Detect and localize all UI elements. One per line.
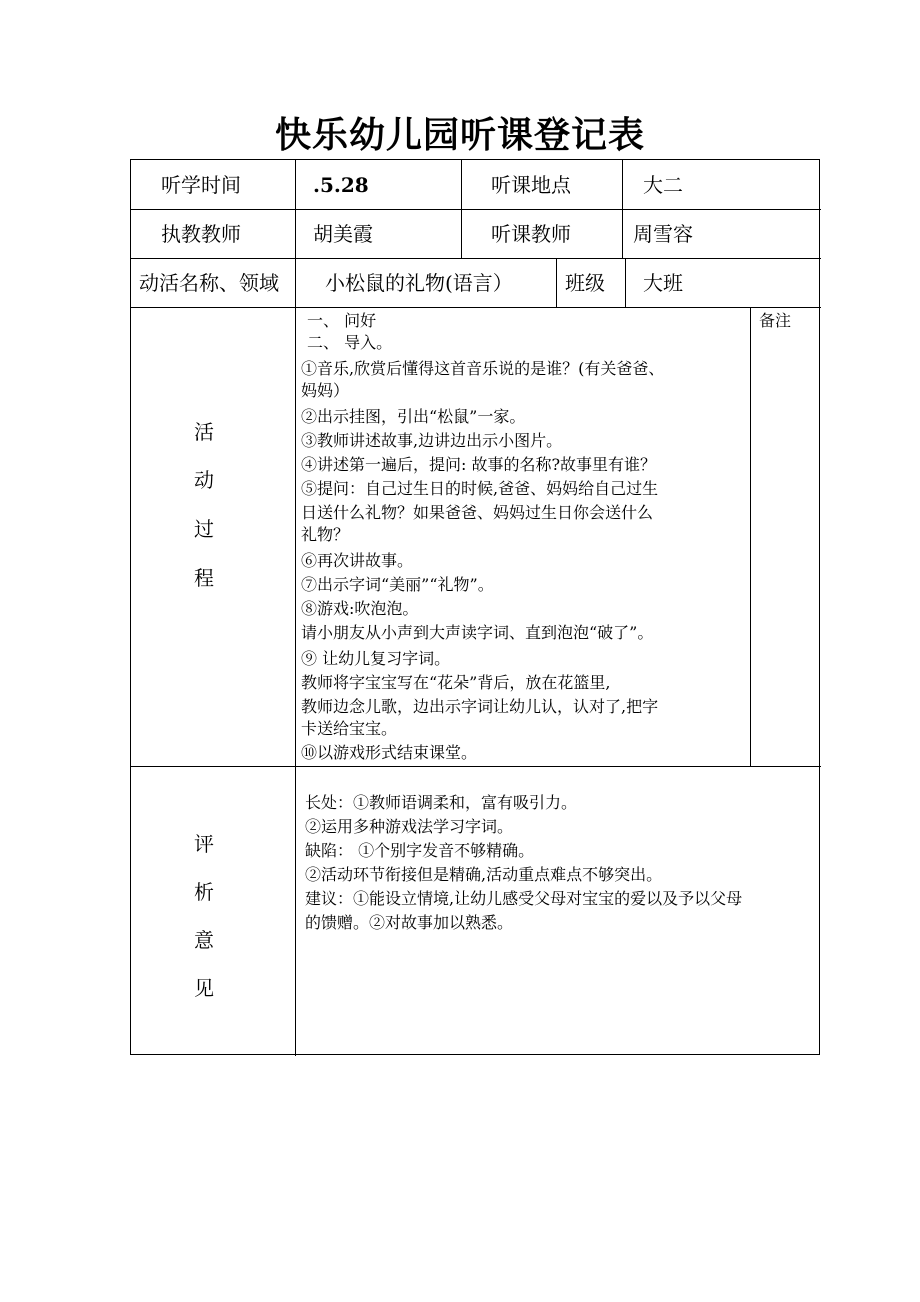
column-divider bbox=[625, 258, 626, 307]
column-divider bbox=[295, 258, 296, 307]
evaluation-line: 长处：①教师语调柔和，富有吸引力。 bbox=[305, 793, 578, 812]
class-value: 大班 bbox=[643, 271, 683, 295]
process-line: ②出示挂图，引出“松鼠”一家。 bbox=[301, 407, 526, 426]
column-divider bbox=[622, 160, 623, 258]
teacher-label: 执教教师 bbox=[161, 222, 241, 246]
observer-label: 听课教师 bbox=[491, 222, 571, 246]
class-label: 班级 bbox=[565, 271, 605, 295]
process-line: 卡送给宝宝。 bbox=[301, 719, 398, 738]
process-line: ⑧游戏:吹泡泡。 bbox=[301, 599, 419, 618]
row-divider bbox=[131, 258, 821, 259]
column-divider bbox=[461, 160, 462, 258]
activity-value: 小松鼠的礼物(语言） bbox=[325, 271, 513, 295]
process-line: ④讲述第一遍后，提问: 故事的名称?故事里有谁？ bbox=[301, 455, 657, 474]
process-line: ⑨ 让幼儿复习字词。 bbox=[301, 649, 451, 668]
process-line: ⑤提问：自己过生日的时候,爸爸、妈妈给自己过生 bbox=[301, 479, 659, 498]
row-divider bbox=[131, 209, 821, 210]
process-line: ③教师讲述故事,边讲边出示小图片。 bbox=[301, 431, 563, 450]
column-divider bbox=[750, 307, 751, 766]
teacher-value: 胡美霞 bbox=[313, 222, 373, 246]
evaluation-line: 缺陷： ①个别字发音不够精确。 bbox=[305, 841, 535, 860]
time-value: .5.28 bbox=[313, 173, 369, 197]
process-label-char: 活 bbox=[194, 420, 214, 444]
process-line: ①音乐,欣赏后懂得这首音乐说的是谁？(有关爸爸、 bbox=[301, 359, 665, 378]
remark-label: 备注 bbox=[759, 311, 792, 330]
page-title: 快乐幼儿园听课登记表 bbox=[274, 115, 645, 156]
registration-table bbox=[130, 159, 820, 1055]
process-line: ⑩以游戏形式结束课堂。 bbox=[301, 743, 478, 762]
process-line: 教师边念儿歌，边出示字词让幼儿认，认对了,把字 bbox=[301, 697, 659, 716]
process-line: 请小朋友从小声到大声读字词、直到泡泡“破了”。 bbox=[301, 623, 654, 642]
process-line: 妈妈） bbox=[301, 381, 350, 400]
observer-value: 周雪容 bbox=[633, 222, 693, 246]
evaluation-label-char: 析 bbox=[194, 880, 214, 904]
process-line: 日送什么礼物？如果爸爸、妈妈过生日你会送什么 bbox=[301, 503, 654, 522]
process-line: 教师将字宝宝写在“花朵”背后，放在花篮里, bbox=[301, 673, 611, 692]
activity-label: 动活名称、领域 bbox=[139, 271, 279, 295]
process-line: ⑦出示字词“美丽”“礼物”。 bbox=[301, 575, 494, 594]
column-divider bbox=[295, 307, 296, 1056]
location-label: 听课地点 bbox=[491, 173, 571, 197]
row-divider bbox=[131, 307, 821, 308]
process-label-char: 动 bbox=[194, 468, 214, 492]
time-label: 听学时间 bbox=[161, 173, 241, 197]
row-divider bbox=[131, 766, 821, 767]
process-line: 一、 问好 bbox=[307, 311, 377, 330]
evaluation-label-char: 意 bbox=[194, 928, 214, 952]
evaluation-line: ②活动环节衔接但是精确,活动重点难点不够突出。 bbox=[305, 865, 663, 884]
evaluation-line: ②运用多种游戏法学习字词。 bbox=[305, 817, 514, 836]
evaluation-label-char: 评 bbox=[194, 832, 214, 856]
column-divider bbox=[556, 258, 557, 307]
process-label-char: 过 bbox=[194, 517, 214, 541]
process-line: 礼物？ bbox=[301, 525, 350, 544]
evaluation-label-char: 见 bbox=[194, 976, 214, 1000]
evaluation-line: 建议：①能设立情境,让幼儿感受父母对宝宝的爱以及予以父母 bbox=[305, 889, 743, 908]
process-line: 二、 导入。 bbox=[307, 333, 393, 352]
location-value: 大二 bbox=[643, 173, 683, 197]
evaluation-line: 的馈赠。②对故事加以熟悉。 bbox=[305, 913, 514, 932]
process-label-char: 程 bbox=[194, 566, 214, 590]
column-divider bbox=[295, 160, 296, 258]
process-line: ⑥再次讲故事。 bbox=[301, 551, 414, 570]
